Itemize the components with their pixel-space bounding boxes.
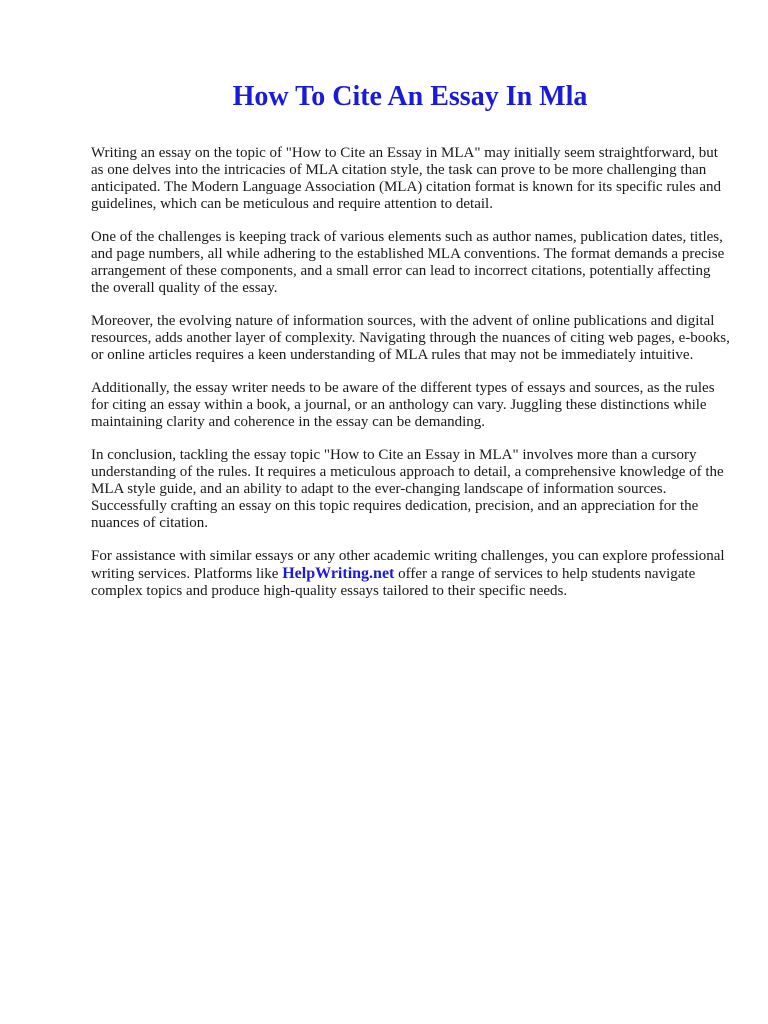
helpwriting-link[interactable]: HelpWriting.net	[282, 565, 395, 582]
document-title: How To Cite An Essay In Mla	[232, 81, 588, 112]
paragraph-6-text-before: For assistance with similar essays or any other academic writing challenges, you can explore professional writing services. Platforms like	[91, 548, 725, 582]
paragraph-1: Writing an essay on the topic of "How to Cite an Essay in MLA" may initially seem straightforward, but as one delves into the intricacies of MLA citation style, the task can prove to be more challenging than anticipated. The Modern Language Association (MLA) citation format is known for its specific rules and guidelines, which can be meticulous and require attention to detail.	[91, 145, 721, 212]
paragraph-2: One of the challenges is keeping track of various elements such as author names, publication dates, titles, and page numbers, all while adhering to the established MLA conventions. The format demands a precise arrangement of these components, and a small error can lead to incorrect citations, potentially affecting the overall quality of the essay.	[91, 229, 725, 296]
paragraph-6-text-after: offer a range of services to help students navigate complex topics and produce high-quality essays tailored to their specific needs.	[91, 566, 696, 599]
document-body	[91, 145, 731, 616]
paragraph-3: Moreover, the evolving nature of information sources, with the advent of online publications and digital resources, adds another layer of complexity. Navigating through the nuances of citing web pages, e-books, or online articles requires a keen understanding of MLA rules that may not be immediately intuitive.	[91, 313, 730, 363]
paragraph-5: In conclusion, tackling the essay topic "How to Cite an Essay in MLA" involves more than a cursory understanding of the rules. It requires a meticulous approach to detail, a comprehensive knowledge of the MLA style guide, and an ability to adapt to the ever-changing landscape of information sources. Successfully crafting an essay on this topic requires dedication, precision, and an appreciation for the nuances of citation.	[91, 447, 724, 531]
paragraph-6	[91, 548, 731, 600]
paragraph-4: Additionally, the essay writer needs to be aware of the different types of essays and sources, as the rules for citing an essay within a book, a journal, or an anthology can vary. Juggling these distinctions while maintaining clarity and coherence in the essay can be demanding.	[91, 380, 715, 430]
